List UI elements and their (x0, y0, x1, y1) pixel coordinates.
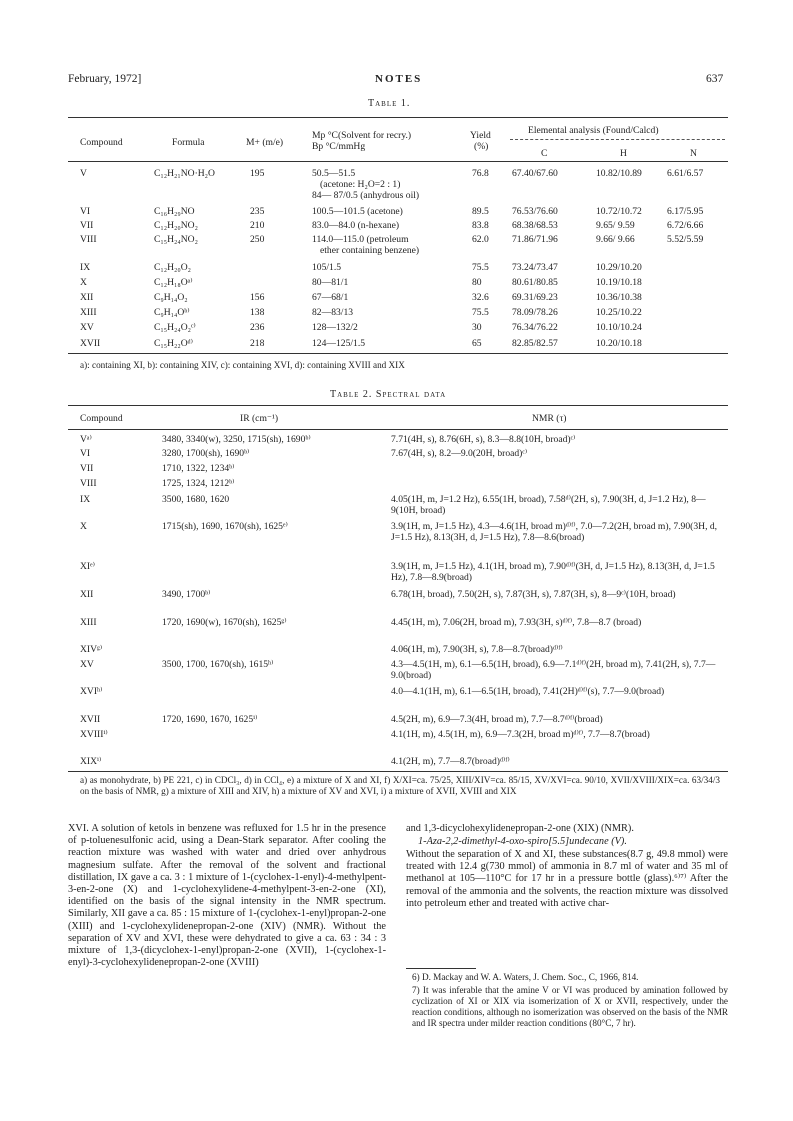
t2-compound: X (80, 521, 87, 532)
table1-footnote: a): containing XI, b): containing XIV, c): containing XVI, d): containing XVIII and XIX (80, 360, 405, 370)
t1-mplus: 235 (250, 206, 265, 217)
references-rule (406, 968, 476, 969)
t1-yield: 76.8 (472, 168, 489, 179)
t1-c: 71.86/71.96 (512, 234, 558, 245)
t2-nmr: 4.0—4.1(1H, m), 6.1—6.5(1H, broad), 7.41(2H)ᵈ⁾ᶠ⁾(s), 7.7—9.0(broad) (391, 686, 665, 697)
t2-nmr: 3.9(1H, m, J=1.5 Hz), 4.1(1H, broad m), 7.90ᵈ⁾ᶠ⁾(3H, d, J=1.5 Hz), 8.13(3H, d, J=1.5 Hz), 7.8—8.9(broad) (391, 561, 715, 583)
page-number: 637 (706, 73, 724, 85)
table1-col-mp-1: Mp °C(Solvent for recry.) (312, 130, 412, 141)
t2-nmr: 7.67(4H, s), 8.2—9.0(20H, broad)ᶜ⁾ (391, 448, 528, 459)
t2-nmr: 4.3—4.5(1H, m), 6.1—6.5(1H, broad), 6.9—7.1ᵈ⁾ᶠ⁾(2H, broad m), 7.41(2H, s), 7.7—9.0(broad) (391, 659, 716, 681)
t1-mp: (acetone: H₂O=2 : 1) (320, 179, 401, 190)
t1-compound: X (80, 277, 87, 288)
t1-mp: 114.0—115.0 (petroleum (312, 234, 409, 245)
t1-h: 10.29/10.20 (596, 262, 642, 273)
t1-formula: C₁₂H₂₀NO₂ (154, 220, 198, 231)
t1-compound: VIII (80, 234, 97, 245)
t1-mp: 67—68/1 (312, 292, 349, 303)
t2-compound: Vᵃ⁾ (80, 434, 92, 445)
t1-h: 10.20/10.18 (596, 338, 642, 349)
t1-yield: 75.5 (472, 307, 489, 318)
t2-ir: 1720, 1690, 1670, 1625ⁱ⁾ (162, 714, 258, 725)
t2-ir: 1720, 1690(w), 1670(sh), 1625ᵍ⁾ (162, 617, 287, 628)
table2-bottom-rule (68, 771, 728, 772)
t1-mplus: 156 (250, 292, 265, 303)
t1-h: 10.82/10.89 (596, 168, 642, 179)
t2-compound: VIII (80, 478, 97, 489)
table2-col-compound: Compound (80, 413, 123, 424)
t2-ir: 3280, 1700(sh), 1690ᵇ⁾ (162, 448, 250, 459)
t1-compound: VI (80, 206, 91, 217)
t1-formula: C₁₅H₂₄NO₂ (154, 234, 198, 245)
t1-compound: VII (80, 220, 94, 231)
t1-formula: C₁₂H₁₈Oᵃ⁾ (154, 277, 193, 288)
t1-h: 9.65/ 9.59 (596, 220, 635, 231)
t1-compound: XV (80, 322, 94, 333)
t1-c: 80.61/80.85 (512, 277, 558, 288)
t2-compound: XII (80, 589, 94, 600)
t1-compound: V (80, 168, 87, 179)
running-header-title: NOTES (375, 73, 423, 85)
t2-compound: VII (80, 463, 94, 474)
t1-formula: C₉H₁₄Oᵇ⁾ (154, 307, 190, 318)
body-left-column: XVI. A solution of ketols in benzene was refluxed for 1.5 hr in the presence of p-toluenesulfonic acid, using a Dean-Stark separator. After cooling the reaction mixture was washed with water and dried over anhydrous magnesium sulfate. After the removal of the solvent and fractional distillation, IX gave a ca. 3 : 1 mixture of 1-(cyclohex-1-enyl)-4-methylpent-3-en-2-one (X) and 1-cyclohexylidene-4-methylpent-3-en-2-one (XI), identified on the basis of the signal intensity in the NMR spectrum. Similarly, XII gave a ca. 85 : 15 mixture of 1-(cyclohex-1-enyl)propan-2-one (XIII) and 1-cyclohexylidenepropan-2-one (XIV) (NMR). Without the separation of XV and XVI, these were dehydrated to give a ca. 63 : 34 : 3 mixture of 1,3-(dicyclohex-1-enyl)propan-2-one (XVII), 1-(cyclohex-1-enyl)-3-cyclohexylidenepropan-2-one (XVIII) (68, 823, 386, 969)
t1-yield: 83.8 (472, 220, 489, 231)
t1-c: 68.38/68.53 (512, 220, 558, 231)
table1-col-mp-2: Bp °C/mmHg (312, 141, 366, 152)
t1-yield: 62.0 (472, 234, 489, 245)
t1-formula: C₉H₁₄O₂ (154, 292, 188, 303)
t2-ir: 1725, 1324, 1212ᵇ⁾ (162, 478, 235, 489)
t2-compound: XIII (80, 617, 97, 628)
t1-yield: 30 (472, 322, 482, 333)
t1-yield: 32.6 (472, 292, 489, 303)
t1-formula: C₁₆H₂₉NO (154, 206, 195, 217)
t1-mp: 124—125/1.5 (312, 338, 366, 349)
t2-compound: XVIIIⁱ⁾ (80, 729, 108, 740)
t1-mplus: 250 (250, 234, 265, 245)
t1-c: 67.40/67.60 (512, 168, 558, 179)
t1-mp: 82—83/13 (312, 307, 354, 318)
table2-col-ir: IR (cm⁻¹) (240, 413, 279, 424)
body-right-para-1: and 1,3-dicyclohexylidenepropan-2-one (XIX) (NMR). (406, 823, 634, 834)
t1-n: 6.72/6.66 (667, 220, 704, 231)
table2-header-rule (68, 429, 728, 430)
t1-mp: 83.0—84.0 (n-hexane) (312, 220, 400, 231)
t1-h: 9.66/ 9.66 (596, 234, 635, 245)
table1-col-yield-2: (%) (474, 141, 489, 152)
t1-n: 5.52/5.59 (667, 234, 704, 245)
t1-mplus: 210 (250, 220, 265, 231)
table1-header-rule (68, 161, 728, 162)
t1-h: 10.25/10.22 (596, 307, 642, 318)
t1-c: 69.31/69.23 (512, 292, 558, 303)
t2-ir: 3500, 1680, 1620 (162, 494, 230, 505)
t1-mp: 80—81/1 (312, 277, 349, 288)
t2-nmr: 4.1(2H, m), 7.7—8.7(broad)ᵈ⁾ᶠ⁾ (391, 756, 510, 767)
t1-mplus: 236 (250, 322, 265, 333)
t1-mplus: 218 (250, 338, 265, 349)
t1-c: 73.24/73.47 (512, 262, 558, 273)
t1-yield: 65 (472, 338, 482, 349)
reference-6: 6) D. Mackay and W. A. Waters, J. Chem. Soc., C, 1966, 814. (412, 972, 639, 982)
t1-mp: 100.5—101.5 (acetone) (312, 206, 403, 217)
t1-formula: C₁₅H₂₄O₂ᶜ⁾ (154, 322, 196, 333)
table1-top-rule (68, 117, 728, 118)
t1-formula: C₁₂H₂₀O₂ (154, 262, 191, 273)
table1-col-n: N (690, 148, 697, 159)
t1-c: 76.34/76.22 (512, 322, 558, 333)
t2-ir: 1710, 1322, 1234ᵇ⁾ (162, 463, 235, 474)
t2-nmr: 4.5(2H, m), 6.9—7.3(4H, broad m), 7.7—8.7ᵈ⁾ᶠ⁾(broad) (391, 714, 603, 725)
table1-caption: Table 1. (368, 98, 411, 109)
t1-compound: XVII (80, 338, 101, 349)
table1-bottom-rule (68, 353, 728, 354)
t2-compound: VI (80, 448, 91, 459)
table2-footnote: a) as monohydrate, b) PE 221, c) in CDCl₃, d) in CCl₄, e) a mixture of X and XI, f) X/XI=ca. 75/25, XIII/XIV=ca. 85/15, XV/XVI=ca. 90/10, XVII/XVIII/XIX=ca. 63/34/3 on the basis of NMR, g) a mixture of XIII and XIV, h) a mixture of XV and XVI, i) a mixture of XVII, XVIII and XIX (80, 775, 720, 796)
t2-compound: XVII (80, 714, 101, 725)
table1-col-ea: Elemental analysis (Found/Calcd) (528, 125, 659, 136)
t1-formula: C₁₂H₂₁NO·H₂O (154, 168, 215, 179)
t1-mp: 84— 87/0.5 (anhydrous oil) (312, 190, 420, 201)
t2-compound: XIVᵍ⁾ (80, 644, 103, 655)
t1-mplus: 195 (250, 168, 265, 179)
t1-n: 6.17/5.95 (667, 206, 704, 217)
t2-nmr: 4.1(1H, m), 4.5(1H, m), 6.9—7.3(2H, broad m)ᵈ⁾ᶠ⁾, 7.7—8.7(broad) (391, 729, 650, 740)
t1-h: 10.10/10.24 (596, 322, 642, 333)
reference-7: 7) It was inferable that the amine V or VI was produced by amination followed by cyclization of XI or XIX via isomerization of X or XVII, respectively, under the reaction conditions, although no isomerization was observed on the basis of the NMR and IR spectra under milder reaction conditions (80°C, 7 hr). (412, 985, 728, 1028)
t2-ir: 3490, 1700ᵇ⁾ (162, 589, 211, 600)
table1-col-c: C (541, 148, 548, 159)
t2-nmr: 6.78(1H, broad), 7.50(2H, s), 7.87(3H, s), 7.87(3H, s), 8—9ᶜ⁾(10H, broad) (391, 589, 676, 600)
body-right-heading: 1-Aza-2,2-dimethyl-4-oxo-spiro[5.5]undecane (V). (418, 836, 627, 847)
table1-col-yield-1: Yield (470, 130, 491, 141)
t1-h: 10.36/10.38 (596, 292, 642, 303)
t1-c: 82.85/82.57 (512, 338, 558, 349)
table2-top-rule (68, 405, 728, 406)
t2-compound: XV (80, 659, 94, 670)
t1-mp: 105/1.5 (312, 262, 342, 273)
t2-compound: XVIʰ⁾ (80, 686, 103, 697)
t2-nmr: 4.45(1H, m), 7.06(2H, broad m), 7.93(3H, s)ᵈ⁾ᶠ⁾, 7.8—8.7 (broad) (391, 617, 642, 628)
t2-ir: 3480, 3340(w), 3250, 1715(sh), 1690ᵇ⁾ (162, 434, 311, 445)
t1-formula: C₁₅H₂₂Oᵈ⁾ (154, 338, 193, 349)
running-header-date: February, 1972] (68, 73, 142, 85)
t1-mplus: 138 (250, 307, 265, 318)
t2-nmr: 4.05(1H, m, J=1.2 Hz), 6.55(1H, broad), 7.58ᵈ⁾(2H, s), 7.90(3H, d, J=1.2 Hz), 8—9(10H, broad) (391, 494, 706, 516)
table1-col-formula: Formula (172, 137, 205, 148)
t2-compound: XIXⁱ⁾ (80, 756, 102, 767)
t2-compound: IX (80, 494, 91, 505)
table1-col-mplus: M+ (m/e) (246, 137, 284, 148)
table2-col-nmr: NMR (τ) (532, 413, 567, 424)
t2-nmr: 3.9(1H, m, J=1.5 Hz), 4.3—4.6(1H, broad m)ᵈ⁾ᶠ⁾, 7.0—7.2(2H, broad m), 7.90(3H, d, J=1.5 Hz), 8.13(3H, d, J=1.5 Hz), 7.8—8.6(broad) (391, 521, 718, 543)
t2-compound: XIᵉ⁾ (80, 561, 95, 572)
t1-n: 6.61/6.57 (667, 168, 704, 179)
t1-yield: 80 (472, 277, 482, 288)
table2-caption: Table 2. Spectral data (330, 389, 447, 400)
t2-nmr: 7.71(4H, s), 8.76(6H, s), 8.3—8.8(10H, broad)ᶜ⁾ (391, 434, 576, 445)
table1-col-compound: Compound (80, 137, 123, 148)
t1-compound: XII (80, 292, 94, 303)
t1-h: 10.72/10.72 (596, 206, 642, 217)
t1-c: 76.53/76.60 (512, 206, 558, 217)
t1-mp: 128—132/2 (312, 322, 358, 333)
t1-compound: IX (80, 262, 91, 273)
t1-h: 10.19/10.18 (596, 277, 642, 288)
t2-ir: 1715(sh), 1690, 1670(sh), 1625ᵉ⁾ (162, 521, 288, 532)
t2-nmr: 4.06(1H, m), 7.90(3H, s), 7.8—8.7(broad)ᵈ⁾ᶠ⁾ (391, 644, 563, 655)
t1-compound: XIII (80, 307, 97, 318)
t2-ir: 3500, 1700, 1670(sh), 1615ʰ⁾ (162, 659, 274, 670)
body-right-para-2: Without the separation of X and XI, these substances(8.7 g, 49.8 mmol) were treated with 12.4 g(730 mmol) of ammonia in 8.7 ml of water and 35 ml of methanol at 105—110°C for 17 hr in a pressure bottle (glass).⁶⁾⁷⁾ After the removal of the ammonia and the solvents, the reaction mixture was dissolved into petroleum ether and treated with active char- (406, 849, 728, 909)
table1-col-h: H (620, 148, 627, 159)
t1-mp: 50.5—51.5 (312, 168, 356, 179)
t1-yield: 75.5 (472, 262, 489, 273)
t1-yield: 89.5 (472, 206, 489, 217)
t1-mp: ether containing benzene) (320, 245, 420, 256)
table1-ea-divider (510, 139, 725, 140)
t1-c: 78.09/78.26 (512, 307, 558, 318)
